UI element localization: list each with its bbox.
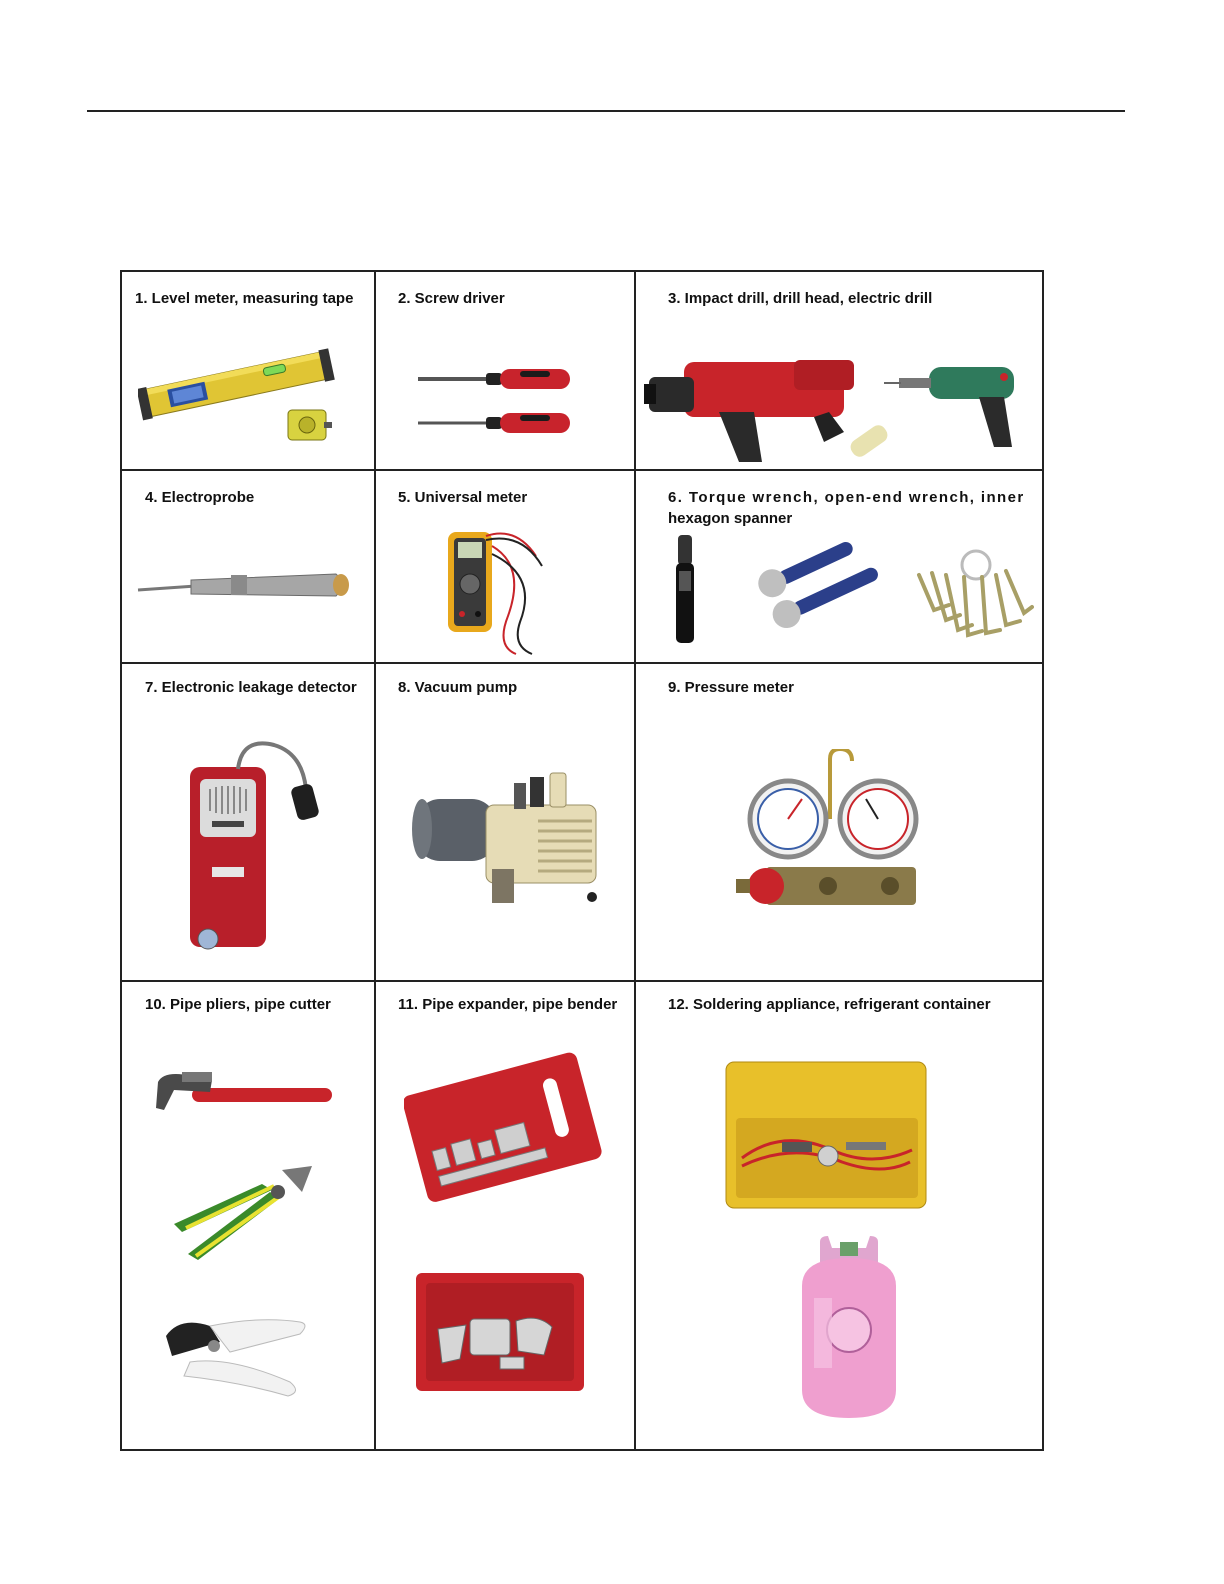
pipe-cutter-pliers-image	[162, 1162, 332, 1272]
tool-cell-level-meter	[122, 272, 374, 469]
electroprobe-image	[136, 566, 356, 606]
tool-label: 2. Screw driver	[398, 290, 505, 307]
tool-label: 11. Pipe expander, pipe bender	[398, 996, 618, 1013]
tool-label: 10. Pipe pliers, pipe cutter	[145, 996, 331, 1013]
vacuum-pump-image	[406, 769, 606, 914]
tool-cell-wrenches	[636, 471, 1042, 662]
pipe-cutter-image	[160, 1312, 320, 1412]
tool-cell-soldering-refrigerant	[636, 982, 1042, 1449]
tool-cell-electroprobe	[122, 471, 374, 662]
tool-cell-pressure-meter	[636, 664, 1042, 980]
level-meter-measuring-tape-image	[138, 342, 368, 447]
tool-cell-screw-driver	[376, 272, 634, 469]
pressure-meter-image	[736, 749, 926, 919]
tool-label: 7. Electronic leakage detector	[145, 679, 357, 696]
torque-wrench-open-end-wrench-hexagon-spanner-image	[664, 535, 1034, 650]
electronic-leakage-detector-image	[182, 739, 332, 959]
tool-cell-drills	[636, 272, 1042, 469]
tool-label: 6. Torque wrench, open-end wrench, inner	[668, 489, 1025, 506]
universal-meter-image	[446, 526, 546, 656]
tool-cell-leakage-detector	[122, 664, 374, 980]
tool-label-continued: hexagon spanner	[668, 510, 793, 527]
screwdrivers-image	[416, 357, 576, 437]
tool-label: 12. Soldering appliance, refrigerant container	[668, 996, 991, 1013]
tool-cell-pipe-expander-bender	[376, 982, 634, 1449]
tool-cell-universal-meter	[376, 471, 634, 662]
header-rule	[87, 110, 1125, 112]
tool-cell-vacuum-pump	[376, 664, 634, 980]
tool-label: 3. Impact drill, drill head, electric drill	[668, 290, 933, 307]
refrigerant-container-image	[794, 1234, 904, 1424]
tool-label: 4. Electroprobe	[145, 489, 255, 506]
tools-table	[120, 270, 1044, 1451]
tool-label: 8. Vacuum pump	[398, 679, 518, 696]
soldering-appliance-case-image	[722, 1058, 932, 1213]
tool-label: 5. Universal meter	[398, 489, 528, 506]
tool-label: 1. Level meter, measuring tape	[135, 290, 354, 307]
pipe-bender-kit-image	[412, 1267, 592, 1397]
tool-cell-pipe-pliers-cutter	[122, 982, 374, 1449]
tool-label: 9. Pressure meter	[668, 679, 794, 696]
pipe-expander-kit-image	[404, 1052, 604, 1217]
impact-drill-drill-head-electric-drill-image	[644, 332, 1044, 467]
pipe-pliers-image	[152, 1060, 342, 1130]
